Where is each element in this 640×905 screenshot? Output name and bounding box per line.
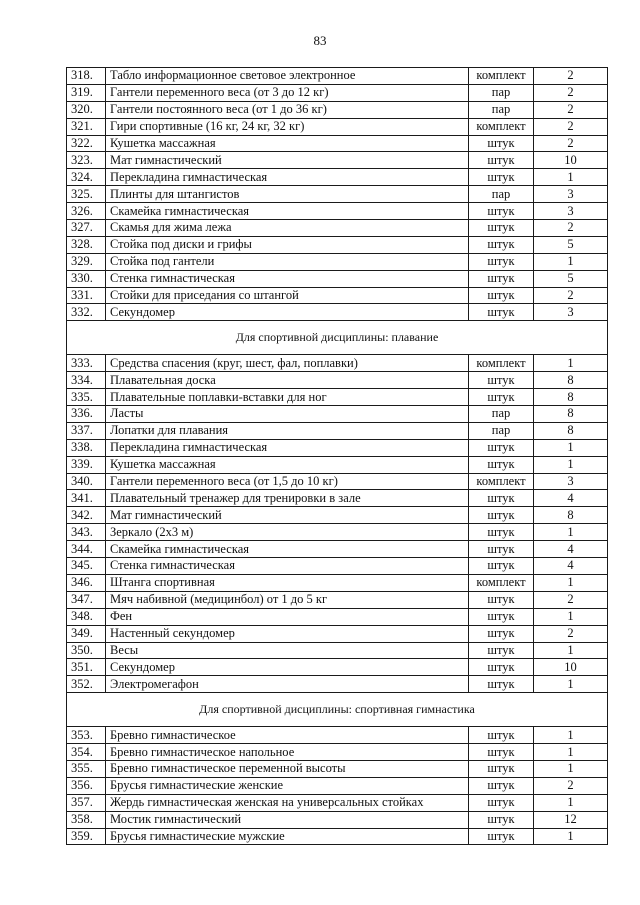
item-number: 341. xyxy=(67,490,106,507)
item-name: Гантели переменного веса (от 1,5 до 10 кг) xyxy=(106,473,469,490)
item-quantity: 2 xyxy=(534,625,608,642)
table-row xyxy=(67,372,608,389)
item-name: Перекладина гимнастическая xyxy=(106,439,469,456)
table-row xyxy=(67,642,608,659)
item-number: 326. xyxy=(67,203,106,220)
item-quantity: 12 xyxy=(534,811,608,828)
item-number: 351. xyxy=(67,659,106,676)
item-unit: штук xyxy=(469,152,534,169)
table-row xyxy=(67,118,608,135)
item-unit: штук xyxy=(469,372,534,389)
item-name: Мат гимнастический xyxy=(106,507,469,524)
item-unit: комплект xyxy=(469,473,534,490)
table-row xyxy=(67,490,608,507)
item-name: Штанга спортивная xyxy=(106,574,469,591)
item-name: Плинты для штангистов xyxy=(106,186,469,203)
item-number: 342. xyxy=(67,507,106,524)
table-row xyxy=(67,220,608,237)
item-name: Гантели постоянного веса (от 1 до 36 кг) xyxy=(106,101,469,118)
item-number: 328. xyxy=(67,236,106,253)
item-quantity: 2 xyxy=(534,101,608,118)
item-name: Мостик гимнастический xyxy=(106,811,469,828)
item-name: Мат гимнастический xyxy=(106,152,469,169)
item-quantity: 2 xyxy=(534,135,608,152)
item-unit: штук xyxy=(469,490,534,507)
item-number: 323. xyxy=(67,152,106,169)
item-name: Гири спортивные (16 кг, 24 кг, 32 кг) xyxy=(106,118,469,135)
item-quantity: 2 xyxy=(534,118,608,135)
item-unit: комплект xyxy=(469,574,534,591)
item-number: 330. xyxy=(67,270,106,287)
item-name: Стойка под диски и грифы xyxy=(106,236,469,253)
item-unit: штук xyxy=(469,558,534,575)
item-name: Весы xyxy=(106,642,469,659)
item-number: 343. xyxy=(67,524,106,541)
item-unit: пар xyxy=(469,84,534,101)
item-name: Брусья гимнастические женские xyxy=(106,777,469,794)
item-quantity: 4 xyxy=(534,558,608,575)
table-row xyxy=(67,727,608,744)
page-number: 83 xyxy=(313,33,327,48)
table-row xyxy=(67,659,608,676)
item-unit: штук xyxy=(469,811,534,828)
table-row xyxy=(67,608,608,625)
item-name: Гантели переменного веса (от 3 до 12 кг) xyxy=(106,84,469,101)
item-name: Скамейка гимнастическая xyxy=(106,541,469,558)
table-row xyxy=(67,794,608,811)
item-quantity: 8 xyxy=(534,372,608,389)
item-unit: пар xyxy=(469,186,534,203)
item-number: 353. xyxy=(67,727,106,744)
item-number: 320. xyxy=(67,101,106,118)
item-number: 354. xyxy=(67,744,106,761)
table-row xyxy=(67,287,608,304)
item-number: 356. xyxy=(67,777,106,794)
item-quantity: 2 xyxy=(534,287,608,304)
table-row xyxy=(67,253,608,270)
table-row xyxy=(67,811,608,828)
table-row xyxy=(67,135,608,152)
item-unit: штук xyxy=(469,828,534,845)
table-row xyxy=(67,760,608,777)
item-name: Зеркало (2х3 м) xyxy=(106,524,469,541)
item-name: Табло информационное световое электронное xyxy=(106,68,469,85)
item-number: 339. xyxy=(67,456,106,473)
item-number: 318. xyxy=(67,68,106,85)
item-number: 346. xyxy=(67,574,106,591)
item-unit: штук xyxy=(469,676,534,693)
item-unit: штук xyxy=(469,270,534,287)
item-name: Мяч набивной (медицинбол) от 1 до 5 кг xyxy=(106,591,469,608)
table-row xyxy=(67,828,608,845)
item-quantity: 1 xyxy=(534,744,608,761)
item-name: Скамья для жима лежа xyxy=(106,220,469,237)
item-unit: комплект xyxy=(469,118,534,135)
item-name: Секундомер xyxy=(106,659,469,676)
item-name: Стойка под гантели xyxy=(106,253,469,270)
item-number: 321. xyxy=(67,118,106,135)
item-name: Перекладина гимнастическая xyxy=(106,169,469,186)
table-row xyxy=(67,389,608,406)
item-number: 357. xyxy=(67,794,106,811)
item-unit: пар xyxy=(469,422,534,439)
item-quantity: 1 xyxy=(534,676,608,693)
table-row xyxy=(67,507,608,524)
item-name: Кушетка массажная xyxy=(106,456,469,473)
equipment-table-body xyxy=(67,68,608,845)
table-row xyxy=(67,304,608,321)
item-name: Настенный секундомер xyxy=(106,625,469,642)
item-unit: штук xyxy=(469,524,534,541)
item-number: 345. xyxy=(67,558,106,575)
item-number: 337. xyxy=(67,422,106,439)
item-number: 347. xyxy=(67,591,106,608)
item-quantity: 2 xyxy=(534,68,608,85)
item-number: 335. xyxy=(67,389,106,406)
item-quantity: 1 xyxy=(534,574,608,591)
item-name: Жердь гимнастическая женская на универсальных стойках xyxy=(106,794,469,811)
table-row xyxy=(67,439,608,456)
item-name: Бревно гимнастическое xyxy=(106,727,469,744)
item-number: 344. xyxy=(67,541,106,558)
table-row xyxy=(67,625,608,642)
item-name: Секундомер xyxy=(106,304,469,321)
table-row xyxy=(67,101,608,118)
table-row xyxy=(67,777,608,794)
table-row xyxy=(67,558,608,575)
item-name: Кушетка массажная xyxy=(106,135,469,152)
item-number: 319. xyxy=(67,84,106,101)
item-name: Средства спасения (круг, шест, фал, поплавки) xyxy=(106,355,469,372)
item-quantity: 1 xyxy=(534,794,608,811)
item-quantity: 1 xyxy=(534,608,608,625)
item-quantity: 8 xyxy=(534,422,608,439)
item-quantity: 1 xyxy=(534,253,608,270)
item-unit: пар xyxy=(469,406,534,423)
item-unit: штук xyxy=(469,777,534,794)
item-number: 327. xyxy=(67,220,106,237)
item-number: 352. xyxy=(67,676,106,693)
item-name: Фен xyxy=(106,608,469,625)
item-unit: штук xyxy=(469,169,534,186)
item-number: 322. xyxy=(67,135,106,152)
table-row xyxy=(67,270,608,287)
item-quantity: 2 xyxy=(534,220,608,237)
table-row xyxy=(67,676,608,693)
item-quantity: 1 xyxy=(534,642,608,659)
item-quantity: 1 xyxy=(534,456,608,473)
item-quantity: 5 xyxy=(534,236,608,253)
item-unit: штук xyxy=(469,203,534,220)
table-row xyxy=(67,744,608,761)
table-row xyxy=(67,422,608,439)
item-number: 358. xyxy=(67,811,106,828)
item-number: 325. xyxy=(67,186,106,203)
item-quantity: 4 xyxy=(534,541,608,558)
item-name: Бревно гимнастическое переменной высоты xyxy=(106,760,469,777)
item-name: Стенка гимнастическая xyxy=(106,558,469,575)
item-unit: штук xyxy=(469,253,534,270)
item-number: 332. xyxy=(67,304,106,321)
item-number: 338. xyxy=(67,439,106,456)
item-unit: комплект xyxy=(469,68,534,85)
section-title: Для спортивной дисциплины: плавание xyxy=(67,321,608,355)
item-unit: штук xyxy=(469,608,534,625)
item-unit: пар xyxy=(469,101,534,118)
item-unit: штук xyxy=(469,760,534,777)
table-row xyxy=(67,152,608,169)
table-row xyxy=(67,524,608,541)
item-quantity: 10 xyxy=(534,659,608,676)
item-number: 350. xyxy=(67,642,106,659)
item-number: 340. xyxy=(67,473,106,490)
item-quantity: 1 xyxy=(534,727,608,744)
item-unit: штук xyxy=(469,744,534,761)
item-unit: комплект xyxy=(469,355,534,372)
item-unit: штук xyxy=(469,541,534,558)
item-name: Бревно гимнастическое напольное xyxy=(106,744,469,761)
item-name: Лопатки для плавания xyxy=(106,422,469,439)
table-row xyxy=(67,203,608,220)
table-row xyxy=(67,574,608,591)
item-name: Брусья гимнастические мужские xyxy=(106,828,469,845)
item-quantity: 2 xyxy=(534,777,608,794)
item-number: 336. xyxy=(67,406,106,423)
item-unit: штук xyxy=(469,794,534,811)
item-name: Стойки для приседания со штангой xyxy=(106,287,469,304)
item-unit: штук xyxy=(469,287,534,304)
item-name: Скамейка гимнастическая xyxy=(106,203,469,220)
table-row xyxy=(67,591,608,608)
item-quantity: 8 xyxy=(534,406,608,423)
item-number: 348. xyxy=(67,608,106,625)
item-number: 349. xyxy=(67,625,106,642)
item-name: Плавательный тренажер для тренировки в зале xyxy=(106,490,469,507)
item-quantity: 8 xyxy=(534,389,608,406)
item-quantity: 3 xyxy=(534,304,608,321)
item-name: Плавательные поплавки-вставки для ног xyxy=(106,389,469,406)
item-number: 329. xyxy=(67,253,106,270)
item-quantity: 8 xyxy=(534,507,608,524)
table-row xyxy=(67,186,608,203)
item-number: 333. xyxy=(67,355,106,372)
item-quantity: 1 xyxy=(534,524,608,541)
table-row xyxy=(67,169,608,186)
item-unit: штук xyxy=(469,659,534,676)
item-quantity: 1 xyxy=(534,760,608,777)
table-row xyxy=(67,355,608,372)
item-unit: штук xyxy=(469,304,534,321)
item-quantity: 2 xyxy=(534,84,608,101)
item-unit: штук xyxy=(469,642,534,659)
item-unit: штук xyxy=(469,625,534,642)
section-header-row xyxy=(67,321,608,355)
item-quantity: 1 xyxy=(534,828,608,845)
table-row xyxy=(67,236,608,253)
table-row xyxy=(67,456,608,473)
table-row xyxy=(67,473,608,490)
item-quantity: 5 xyxy=(534,270,608,287)
item-number: 334. xyxy=(67,372,106,389)
item-quantity: 3 xyxy=(534,203,608,220)
item-unit: штук xyxy=(469,507,534,524)
item-unit: штук xyxy=(469,456,534,473)
item-unit: штук xyxy=(469,220,534,237)
item-number: 331. xyxy=(67,287,106,304)
table-row xyxy=(67,406,608,423)
item-quantity: 3 xyxy=(534,473,608,490)
item-name: Электромегафон xyxy=(106,676,469,693)
section-title: Для спортивной дисциплины: спортивная гимнастика xyxy=(67,693,608,727)
item-unit: штук xyxy=(469,389,534,406)
equipment-table xyxy=(66,67,608,845)
table-row xyxy=(67,68,608,85)
item-unit: штук xyxy=(469,236,534,253)
item-name: Ласты xyxy=(106,406,469,423)
item-quantity: 1 xyxy=(534,355,608,372)
item-name: Плавательная доска xyxy=(106,372,469,389)
item-quantity: 1 xyxy=(534,439,608,456)
item-unit: штук xyxy=(469,727,534,744)
item-number: 324. xyxy=(67,169,106,186)
item-name: Стенка гимнастическая xyxy=(106,270,469,287)
item-quantity: 1 xyxy=(534,169,608,186)
table-row xyxy=(67,84,608,101)
item-unit: штук xyxy=(469,591,534,608)
item-unit: штук xyxy=(469,439,534,456)
item-quantity: 4 xyxy=(534,490,608,507)
section-header-row xyxy=(67,693,608,727)
item-number: 355. xyxy=(67,760,106,777)
item-number: 359. xyxy=(67,828,106,845)
table-row xyxy=(67,541,608,558)
item-quantity: 10 xyxy=(534,152,608,169)
item-quantity: 2 xyxy=(534,591,608,608)
item-unit: штук xyxy=(469,135,534,152)
item-quantity: 3 xyxy=(534,186,608,203)
